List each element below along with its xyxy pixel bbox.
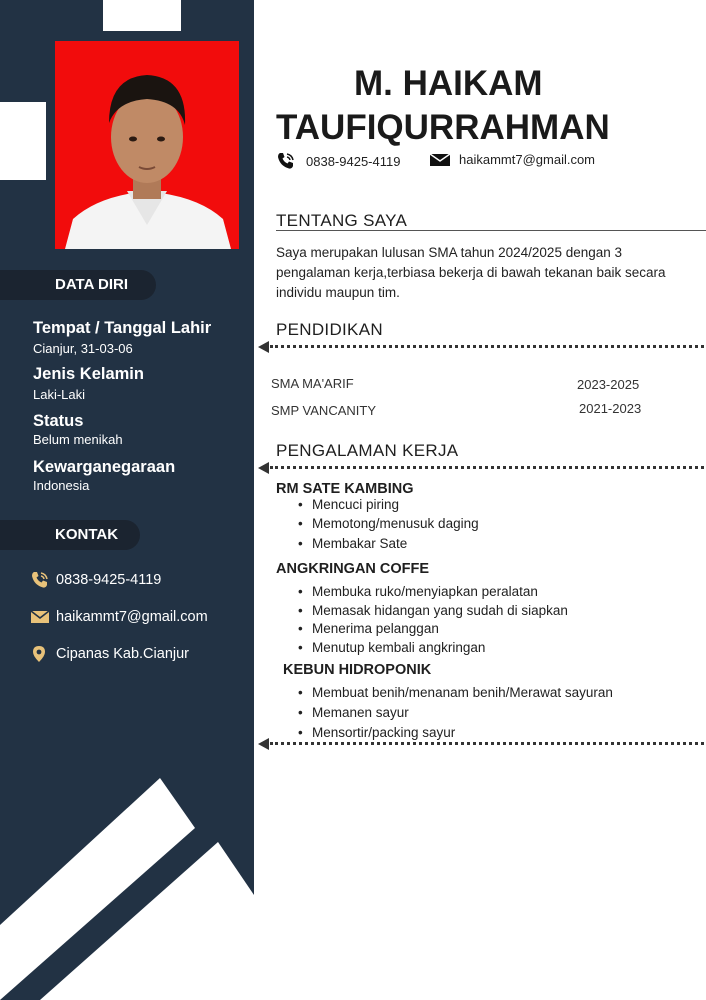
sidebar xyxy=(0,0,254,1000)
job-3-task-3: • Mensortir/packing sayur xyxy=(300,725,455,740)
job-1-task-2: • Memotong/menusuk daging xyxy=(300,516,479,531)
experience-divider xyxy=(270,466,704,469)
header-email-text: haikammt7@gmail.com xyxy=(459,152,596,167)
education-years-2: 2021-2023 xyxy=(579,401,642,416)
arrow-left-icon xyxy=(258,462,269,474)
education-heading: PENDIDIKAN xyxy=(276,320,383,339)
job-3-task-1: • Membuat benih/menanam benih/Merawat sayuran xyxy=(300,685,613,700)
job-title-1: RM SATE KAMBING xyxy=(276,481,414,497)
job-title-2: ANGKRINGAN COFFE xyxy=(276,561,430,577)
gender-label: Jenis Kelamin xyxy=(33,365,144,383)
education-school-2: SMP VANCANITY xyxy=(271,403,376,418)
sidebar-email-text: haikammt7@gmail.com xyxy=(56,609,208,625)
name-line-2: TAUFIQURRAHMAN xyxy=(276,108,610,147)
job-1-task-1: • Mencuci piring xyxy=(300,497,399,512)
gender-value: Laki-Laki xyxy=(33,387,86,402)
birth-label: Tempat / Tanggal Lahir xyxy=(33,319,212,337)
education-divider xyxy=(270,345,704,348)
about-heading: TENTANG SAYA xyxy=(276,211,408,230)
education-years-1: 2023-2025 xyxy=(577,377,640,392)
sidebar-address-text: Cipanas Kab.Cianjur xyxy=(56,646,189,662)
job-title-3: KEBUN HIDROPONIK xyxy=(283,662,432,678)
phone-icon xyxy=(276,152,296,170)
birth-value: Cianjur, 31-03-06 xyxy=(33,341,133,356)
job-2-task-2: • Memasak hidangan yang sudah di siapkan xyxy=(300,603,568,618)
job-1-task-3: • Membakar Sate xyxy=(300,536,407,551)
job-2-task-3: • Menerima pelanggan xyxy=(300,621,439,636)
arrow-left-icon xyxy=(258,341,269,353)
education-school-1: SMA MA'ARIF xyxy=(271,376,354,391)
decor-stripes xyxy=(0,0,254,1000)
data-diri-heading: DATA DIRI xyxy=(0,270,156,300)
about-divider xyxy=(276,230,706,231)
experience-heading: PENGALAMAN KERJA xyxy=(276,441,459,460)
experience-end-divider xyxy=(270,742,704,745)
job-2-task-1: • Membuka ruko/menyiapkan peralatan xyxy=(300,584,538,599)
sidebar-phone-text: 0838-9425-4119 xyxy=(56,572,162,588)
job-3-task-2: • Memanen sayur xyxy=(300,705,409,720)
arrow-left-icon xyxy=(258,738,269,750)
about-text: Saya merupakan lulusan SMA tahun 2024/2025 dengan 3 pengalaman kerja,terbiasa bekerja di bawah tekanan baik secara individu maupun tim. xyxy=(276,245,666,300)
status-value: Belum menikah xyxy=(33,432,123,447)
citizenship-label: Kewarganegaraan xyxy=(33,458,176,476)
header-email xyxy=(430,152,595,167)
kontak-heading: KONTAK xyxy=(0,520,140,550)
job-2-task-4: • Menutup kembali angkringan xyxy=(300,640,485,655)
mail-icon xyxy=(430,153,450,167)
header-phone xyxy=(276,152,400,170)
name-line-1: M. HAIKAM xyxy=(354,64,543,103)
header-phone-text: 0838-9425-4119 xyxy=(306,153,401,169)
full-name xyxy=(276,62,696,150)
citizenship-value: Indonesia xyxy=(33,478,90,493)
status-label: Status xyxy=(33,412,84,430)
